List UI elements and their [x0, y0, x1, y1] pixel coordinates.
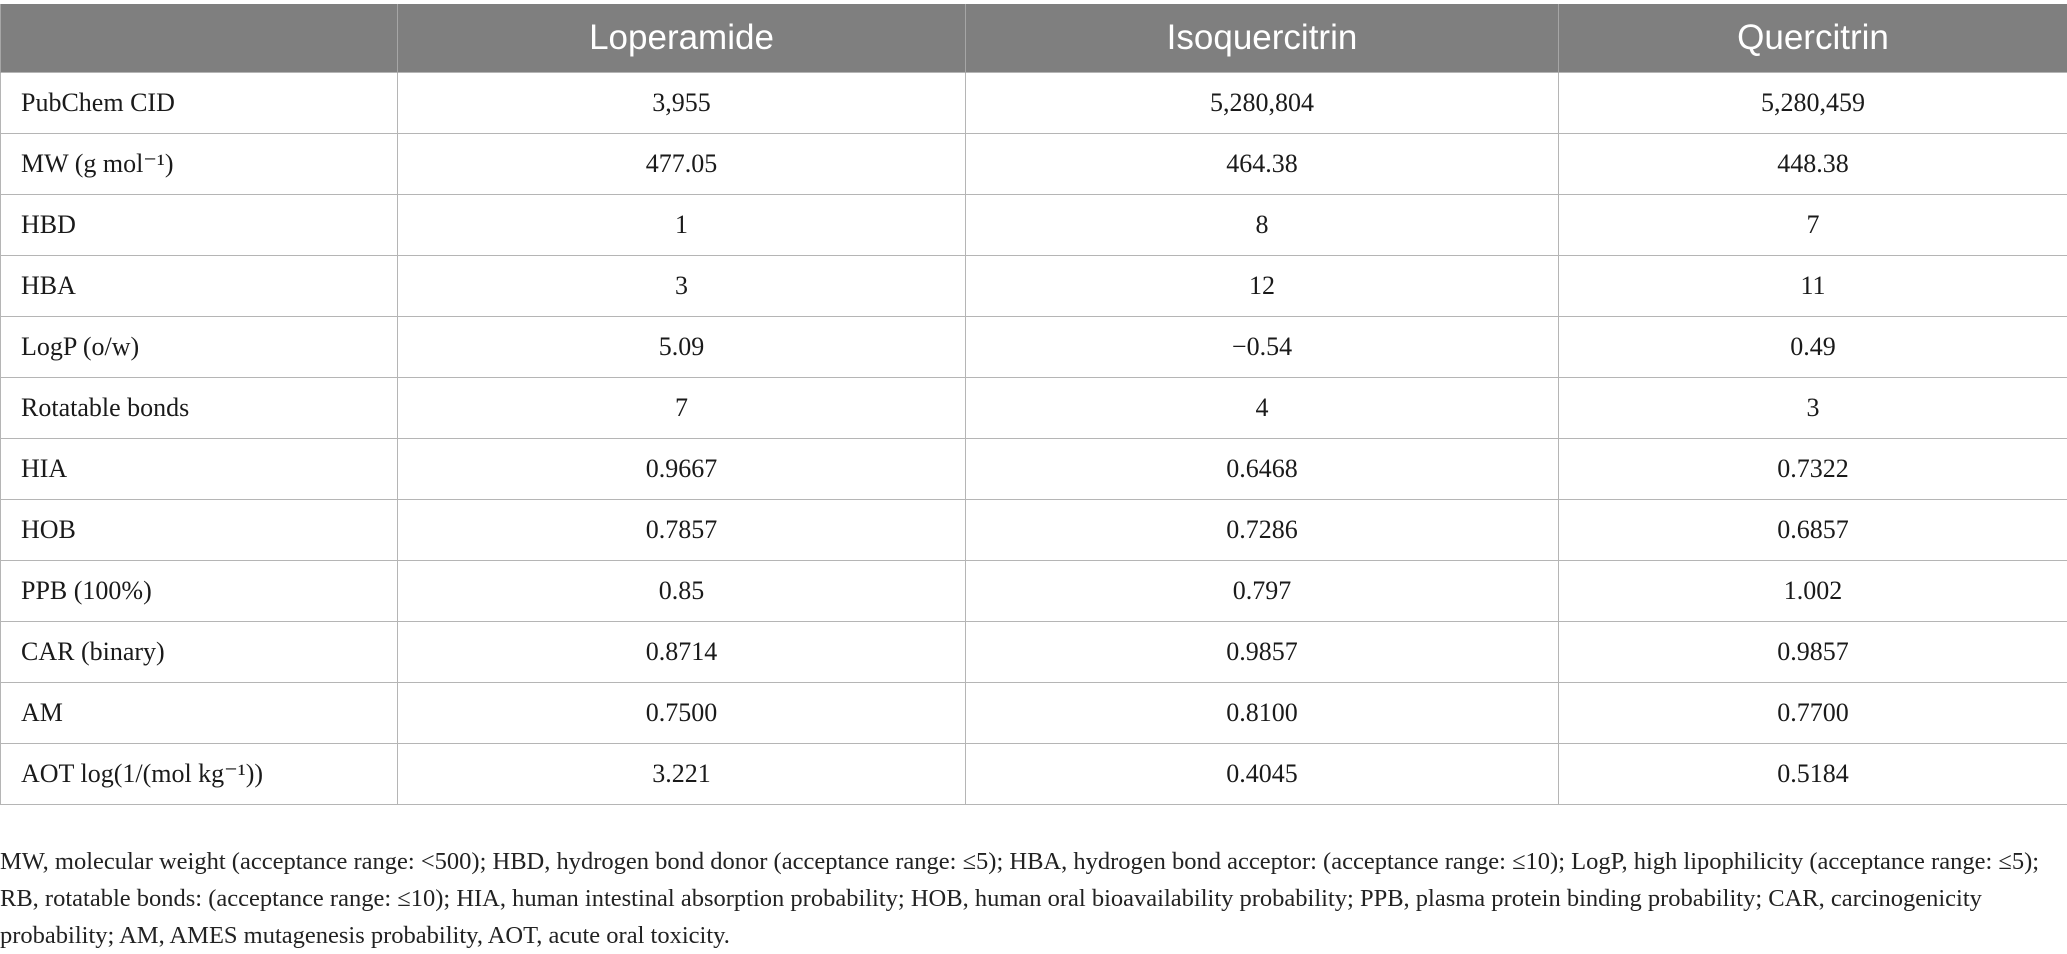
table-row: [1, 73, 2067, 134]
row-label: Rotatable bonds: [1, 378, 398, 439]
table-row: [1, 744, 2067, 805]
cell-quercitrin: 7: [1559, 195, 2067, 256]
header-loperamide: Loperamide: [398, 4, 966, 73]
row-label: CAR (binary): [1, 622, 398, 683]
cell-quercitrin: 1.002: [1559, 561, 2067, 622]
cell-isoquercitrin: 0.9857: [966, 622, 1559, 683]
cell-loperamide: 0.8714: [398, 622, 966, 683]
row-label: AOT log(1/(mol kg⁻¹)): [1, 744, 398, 805]
cell-quercitrin: 0.7700: [1559, 683, 2067, 744]
cell-isoquercitrin: 0.797: [966, 561, 1559, 622]
row-label: HIA: [1, 439, 398, 500]
row-label: MW (g mol⁻¹): [1, 134, 398, 195]
cell-isoquercitrin: 5,280,804: [966, 73, 1559, 134]
cell-loperamide: 0.7857: [398, 500, 966, 561]
cell-isoquercitrin: 0.7286: [966, 500, 1559, 561]
cell-loperamide: 7: [398, 378, 966, 439]
cell-isoquercitrin: 8: [966, 195, 1559, 256]
table-row: [1, 317, 2067, 378]
cell-quercitrin: 5,280,459: [1559, 73, 2067, 134]
cell-loperamide: 477.05: [398, 134, 966, 195]
table-footnote: MW, molecular weight (acceptance range: <500); HBD, hydrogen bond donor (acceptance range: ≤5); HBA, hydrogen bond acceptor: (acceptance range: ≤10); LogP, high lipophilicity (acceptance range: ≤5); RB, rotatable bonds: (acceptance range: ≤10); HIA, human intestinal absorption probability; HOB, human oral bioavailability probability; PPB, plasma protein binding probability; CAR, carcinogenicity probability; AM, AMES mutagenesis probability, AOT, acute oral toxicity.: [0, 843, 2060, 954]
cell-loperamide: 3,955: [398, 73, 966, 134]
cell-quercitrin: 11: [1559, 256, 2067, 317]
cell-loperamide: 1: [398, 195, 966, 256]
cell-isoquercitrin: 4: [966, 378, 1559, 439]
cell-quercitrin: 3: [1559, 378, 2067, 439]
cell-quercitrin: 0.5184: [1559, 744, 2067, 805]
row-label: PubChem CID: [1, 73, 398, 134]
table-row: [1, 561, 2067, 622]
table-row: [1, 195, 2067, 256]
cell-quercitrin: 448.38: [1559, 134, 2067, 195]
cell-isoquercitrin: 0.8100: [966, 683, 1559, 744]
admet-properties-table: [0, 4, 2067, 805]
table-row: [1, 439, 2067, 500]
row-label: PPB (100%): [1, 561, 398, 622]
cell-quercitrin: 0.6857: [1559, 500, 2067, 561]
cell-isoquercitrin: −0.54: [966, 317, 1559, 378]
row-label: AM: [1, 683, 398, 744]
row-label: HBA: [1, 256, 398, 317]
cell-isoquercitrin: 464.38: [966, 134, 1559, 195]
cell-quercitrin: 0.9857: [1559, 622, 2067, 683]
table-row: [1, 378, 2067, 439]
cell-loperamide: 0.7500: [398, 683, 966, 744]
table-row: [1, 500, 2067, 561]
table-row: [1, 134, 2067, 195]
table-row: [1, 683, 2067, 744]
header-empty-cell: [1, 4, 398, 73]
row-label: HOB: [1, 500, 398, 561]
header-quercitrin: Quercitrin: [1559, 4, 2067, 73]
cell-quercitrin: 0.7322: [1559, 439, 2067, 500]
admet-table-container: [0, 4, 2067, 805]
row-label: LogP (o/w): [1, 317, 398, 378]
cell-isoquercitrin: 12: [966, 256, 1559, 317]
row-label: HBD: [1, 195, 398, 256]
cell-loperamide: 5.09: [398, 317, 966, 378]
cell-quercitrin: 0.49: [1559, 317, 2067, 378]
cell-isoquercitrin: 0.6468: [966, 439, 1559, 500]
table-row: [1, 256, 2067, 317]
cell-isoquercitrin: 0.4045: [966, 744, 1559, 805]
header-isoquercitrin: Isoquercitrin: [966, 4, 1559, 73]
cell-loperamide: 0.85: [398, 561, 966, 622]
table-row: [1, 622, 2067, 683]
table-header-row: [1, 4, 2067, 73]
cell-loperamide: 3.221: [398, 744, 966, 805]
cell-loperamide: 3: [398, 256, 966, 317]
cell-loperamide: 0.9667: [398, 439, 966, 500]
